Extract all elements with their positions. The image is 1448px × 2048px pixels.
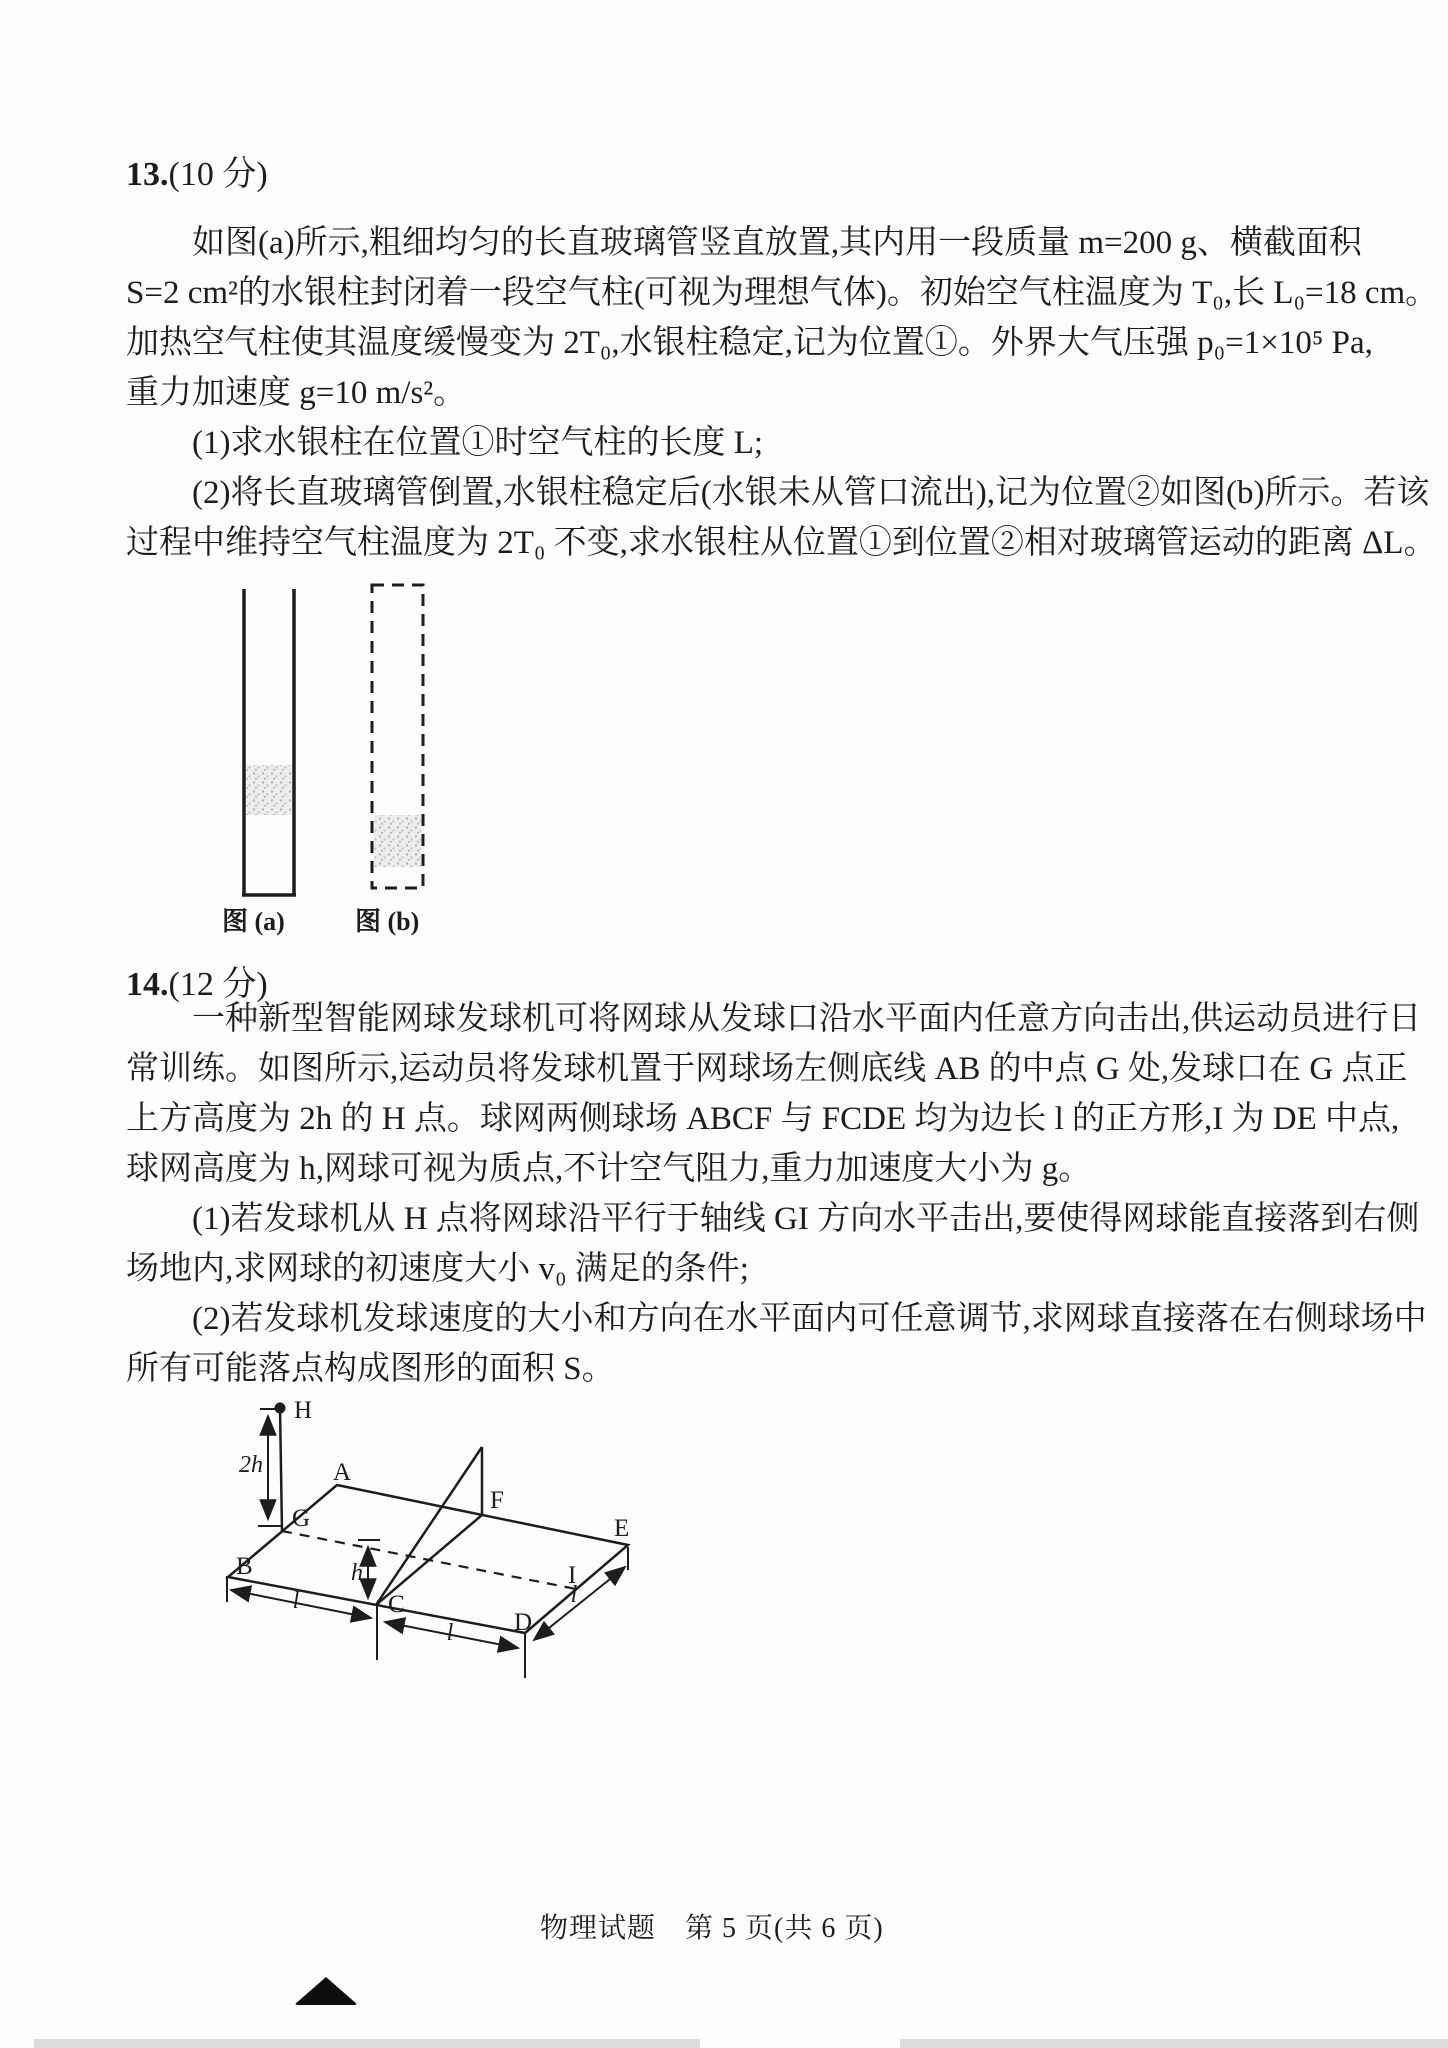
- dim-label-l-cd: l: [446, 1620, 454, 1646]
- q13-number: 13.: [126, 156, 169, 193]
- text-line: 如图(a)所示,粗细均匀的长直玻璃管竖直放置,其内用一段质量 m=200 g、横截面积: [192, 225, 1362, 261]
- point-label-e: E: [614, 1515, 630, 1542]
- text-line: (2)若发球机发球速度的大小和方向在水平面内可任意调节,求网球直接落在右侧球场中: [192, 1301, 1427, 1337]
- text-line: 常训练。如图所示,运动员将发球机置于网球场左侧底线 AB 的中点 G 处,发球口在 G 点正: [126, 1051, 1408, 1087]
- point-label-h: H: [294, 1397, 313, 1424]
- text-line: 加热空气柱使其温度缓慢变为 2T₀,水银柱稳定,记为位置①。外界大气压强 p₀=1×10⁵ Pa,: [126, 325, 1373, 361]
- dim-label-h: h: [351, 1560, 363, 1586]
- text-line: 一种新型智能网球发球机可将网球从发球口沿水平面内任意方向击出,供运动员进行日: [192, 1001, 1422, 1037]
- figure-13-glass-tubes: [180, 582, 430, 898]
- point-label-d: D: [514, 1609, 533, 1636]
- mercury-column-a: [247, 765, 292, 815]
- dimension-l-de: [525, 1547, 628, 1678]
- dim-label-l-bc: l: [292, 1588, 300, 1614]
- point-label-i: I: [568, 1562, 577, 1589]
- scan-edge-artifact-right: [900, 2039, 1448, 2048]
- text-line: 上方高度为 2h 的 H 点。球网两侧球场 ABCF 与 FCDE 均为边长 l 的正方形,I 为 DE 中点,: [126, 1101, 1400, 1137]
- point-label-b: B: [236, 1553, 253, 1580]
- figure-13a-caption: 图 (a): [222, 907, 285, 936]
- scan-edge-artifact-left: [34, 2039, 700, 2048]
- text-line: 场地内,求网球的初速度大小 v₀ 满足的条件;: [126, 1251, 749, 1287]
- point-label-c: C: [388, 1591, 405, 1618]
- net: [376, 1447, 482, 1605]
- point-label-a: A: [333, 1459, 352, 1486]
- tube-a: [242, 589, 296, 895]
- q14-points: (12 分): [168, 966, 268, 1003]
- text-line: 过程中维持空气柱温度为 2T₀ 不变,求水银柱从位置①到位置②相对玻璃管运动的距离 ΔL。: [126, 525, 1437, 561]
- text-line: (2)将长直玻璃管倒置,水银柱稳定后(水银未从管口流出),记为位置②如图(b)所示。若该: [192, 475, 1430, 511]
- figure-13b-caption: 图 (b): [355, 907, 420, 936]
- axis-gi-dashed-line: [282, 1531, 576, 1589]
- scan-mark-triangle: [294, 1977, 358, 2005]
- serve-point: [275, 1403, 286, 1532]
- tube-b: [372, 585, 423, 888]
- q13-points: (10 分): [168, 156, 268, 193]
- q13-body: [126, 218, 1438, 568]
- text-line: 球网高度为 h,网球可视为质点,不计空气阻力,重力加速度大小为 g。: [126, 1151, 1092, 1187]
- q14-number: 14.: [126, 966, 169, 1003]
- point-label-f: F: [490, 1487, 504, 1514]
- text-line: 所有可能落点构成图形的面积 S。: [126, 1351, 615, 1387]
- mercury-column-b: [374, 815, 421, 867]
- q14-body: [126, 994, 1427, 1394]
- text-line: 重力加速度 g=10 m/s²。: [126, 375, 467, 411]
- figure-14-court-diagram: [170, 1390, 690, 1680]
- q13-header: [126, 146, 268, 195]
- dim-label-l-de: l: [570, 1582, 578, 1608]
- point-label-g: G: [292, 1505, 311, 1532]
- text-line: (1)求水银柱在位置①时空气柱的长度 L;: [192, 425, 764, 461]
- text-line: S=2 cm²的水银柱封闭着一段空气柱(可视为理想气体)。初始空气柱温度为 T₀,长 L₀=18 cm。: [126, 275, 1439, 311]
- text-line: (1)若发球机从 H 点将网球沿平行于轴线 GI 方向水平击出,要使得网球能直接落到右侧: [192, 1201, 1420, 1237]
- dim-label-2h: 2h: [239, 1452, 263, 1478]
- page-footer: 物理试题 第 5 页(共 6 页): [540, 1913, 884, 1944]
